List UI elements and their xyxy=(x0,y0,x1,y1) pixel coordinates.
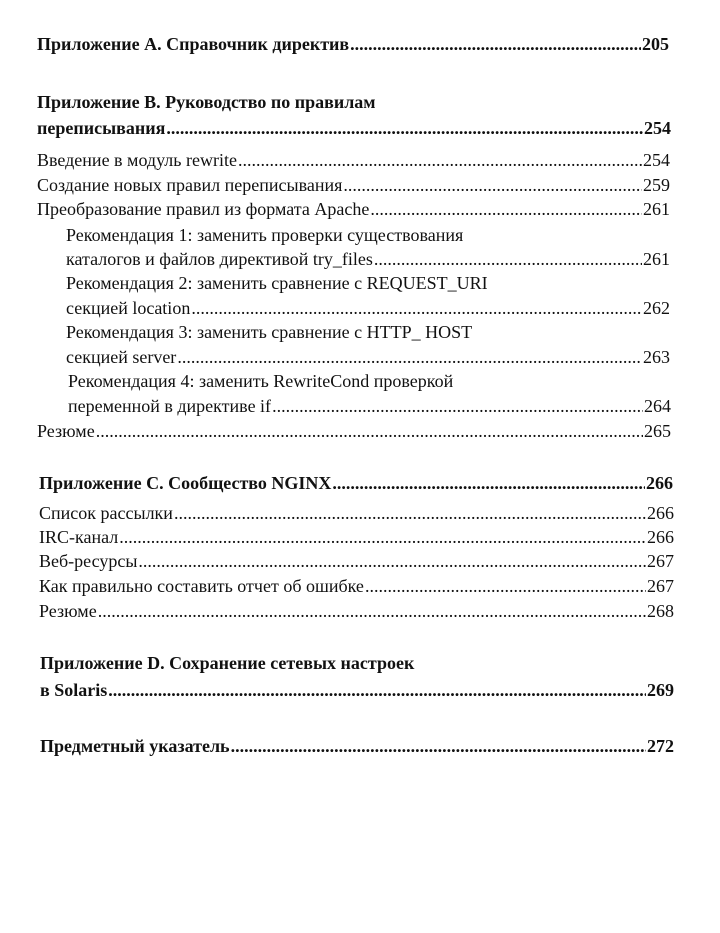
toc-page: 254 xyxy=(643,150,670,170)
toc-subentry-line: Рекомендация 2: заменить сравнение с REQUEST_URI xyxy=(66,273,488,293)
toc-entry-appendix-a[interactable] xyxy=(37,34,669,55)
toc-entry-appendix-b[interactable] xyxy=(37,118,671,139)
dot-leader xyxy=(96,421,643,442)
toc-subentry-line: Рекомендация 4: заменить RewriteCond проверкой xyxy=(68,371,454,391)
dot-leader xyxy=(350,34,641,55)
dot-leader xyxy=(98,601,646,622)
toc-entry[interactable] xyxy=(37,199,670,220)
toc-entry[interactable] xyxy=(37,175,670,196)
toc-page: 267 xyxy=(647,551,674,571)
dot-leader xyxy=(177,347,642,368)
toc-heading-appendix-d: Приложение D. Сохранение сетевых настроек xyxy=(40,653,415,673)
toc-title: Предметный указатель xyxy=(40,736,230,756)
toc-entry-appendix-d[interactable] xyxy=(40,680,674,701)
toc-entry[interactable] xyxy=(39,527,674,548)
toc-title: каталогов и файлов директивой try_files xyxy=(66,249,373,269)
dot-leader xyxy=(272,396,643,417)
dot-leader xyxy=(191,298,642,319)
toc-page: 261 xyxy=(643,249,670,269)
toc-title: секцией server xyxy=(66,347,177,367)
toc-title: переменной в директиве if xyxy=(68,396,272,416)
toc-title: Преобразование правил из формата Apache xyxy=(37,199,370,219)
toc-subentry[interactable] xyxy=(68,396,671,417)
toc-page: 266 xyxy=(647,503,674,523)
dot-leader xyxy=(343,175,642,196)
toc-page: 268 xyxy=(647,601,674,621)
dot-leader xyxy=(166,118,643,139)
dot-leader xyxy=(119,527,646,548)
dot-leader xyxy=(365,576,646,597)
toc-entry[interactable] xyxy=(39,576,674,597)
toc-title: Веб-ресурсы xyxy=(39,551,138,571)
toc-heading-appendix-b: Приложение В. Руководство по правилам xyxy=(37,92,376,112)
toc-page: 265 xyxy=(644,421,671,441)
toc-title: Резюме xyxy=(39,601,97,621)
dot-leader xyxy=(174,503,646,524)
toc-page: 259 xyxy=(643,175,670,195)
dot-leader xyxy=(238,150,642,171)
toc-page: 262 xyxy=(643,298,670,318)
toc-subentry[interactable] xyxy=(66,298,670,319)
toc-entry[interactable] xyxy=(37,150,670,171)
toc-page: 272 xyxy=(647,736,674,756)
toc-page: 205 xyxy=(642,34,669,54)
toc-title: IRC-канал xyxy=(39,527,119,547)
toc-entry-index[interactable] xyxy=(40,736,674,757)
toc-entry[interactable] xyxy=(39,601,674,622)
toc-page: 263 xyxy=(643,347,670,367)
toc-page: 254 xyxy=(644,118,671,138)
toc-subentry-line: Рекомендация 1: заменить проверки существования xyxy=(66,225,464,245)
toc-entry[interactable] xyxy=(39,503,674,524)
toc-page: 266 xyxy=(646,473,673,493)
toc-subentry-line: Рекомендация 3: заменить сравнение с HTTP_ HOST xyxy=(66,322,473,342)
toc-page: 269 xyxy=(647,680,674,700)
dot-leader xyxy=(370,199,642,220)
toc-entry[interactable] xyxy=(39,551,674,572)
toc-page: 266 xyxy=(647,527,674,547)
toc-title: Приложение А. Справочник директив xyxy=(37,34,350,54)
toc-title: Резюме xyxy=(37,421,95,441)
toc-title: Как правильно составить отчет об ошибке xyxy=(39,576,364,596)
toc-title: Введение в модуль rewrite xyxy=(37,150,237,170)
toc-title: переписывания xyxy=(37,118,166,138)
toc-page: 264 xyxy=(644,396,671,416)
toc-page: 267 xyxy=(647,576,674,596)
toc-subentry[interactable] xyxy=(66,347,670,368)
toc-subentry[interactable] xyxy=(66,249,670,270)
toc-entry[interactable] xyxy=(37,421,671,442)
toc-title: Приложение С. Сообщество NGINX xyxy=(39,473,332,493)
dot-leader xyxy=(332,473,645,494)
dot-leader xyxy=(108,680,646,701)
dot-leader xyxy=(138,551,646,572)
toc-title: в Solaris xyxy=(40,680,108,700)
dot-leader xyxy=(231,736,646,757)
toc-page: 261 xyxy=(643,199,670,219)
toc-title: Список рассылки xyxy=(39,503,173,523)
toc-title: секцией location xyxy=(66,298,191,318)
toc-entry-appendix-c[interactable] xyxy=(39,473,673,494)
toc-title: Создание новых правил переписывания xyxy=(37,175,343,195)
dot-leader xyxy=(374,249,642,270)
